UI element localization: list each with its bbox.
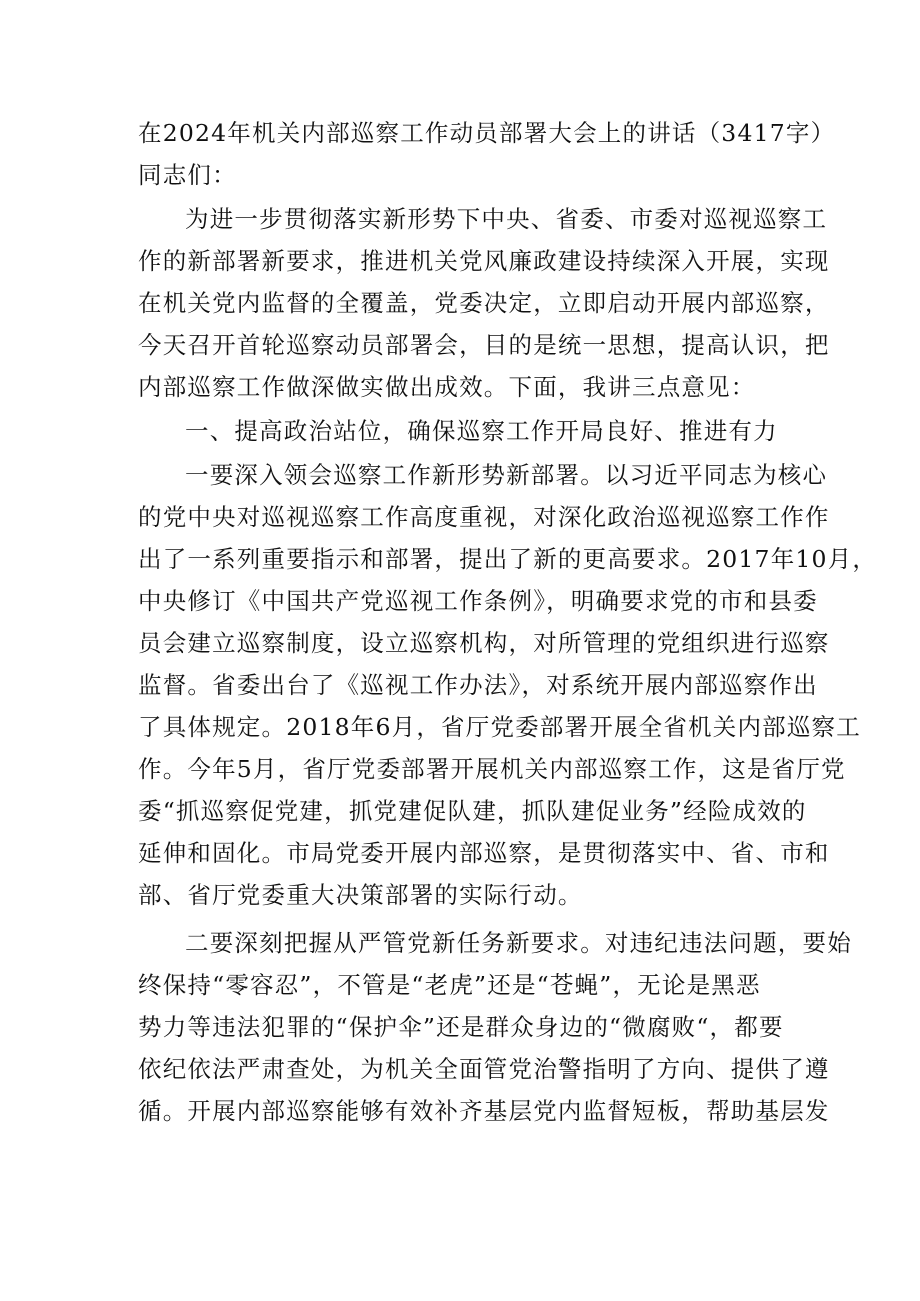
paragraph-line: 为进一步贯彻落实新形势下中央、省委、市委对巡视巡察工 xyxy=(185,205,828,233)
paragraph-line: 的党中央对巡视巡察工作高度重视，对深化政治巡视巡察工作作 xyxy=(138,503,830,531)
paragraph-line: 循。开展内部巡察能够有效补齐基层党内监督短板，帮助基层发 xyxy=(138,1097,830,1125)
paragraph-line: 作的新部署新要求，推进机关党风廉政建设持续深入开展，实现 xyxy=(138,247,830,275)
paragraph-line: 在机关党内监督的全覆盖，党委决定，立即启动开展内部巡察， xyxy=(138,289,830,317)
paragraph-line: 势力等违法犯罪的“保护伞”还是群众身边的“微腐败“，都要 xyxy=(138,1013,784,1041)
paragraph-line: 了具体规定。2018年6月，省厅党委部署开展全省机关内部巡察工 xyxy=(138,713,861,741)
paragraph-line: 监督。省委出台了《巡视工作办法》，对系统开展内部巡察作出 xyxy=(138,671,818,699)
paragraph-line: 今天召开首轮巡察动员部署会，目的是统一思想，提高认识，把 xyxy=(138,331,830,359)
paragraph-line: 延伸和固化。市局党委开展内部巡察，是贯彻落实中、省、市和 xyxy=(138,839,830,867)
paragraph-line: 一要深入领会巡察工作新形势新部署。以习近平同志为核心 xyxy=(185,461,828,489)
document-title: 在2024年机关内部巡察工作动员部署大会上的讲话（3417字） xyxy=(138,119,836,147)
paragraph-line: 出了一系列重要指示和部署，提出了新的更高要求。2017年10月， xyxy=(138,545,878,573)
paragraph-line: 中央修订《中国共产党巡视工作条例》，明确要求党的市和县委 xyxy=(138,587,818,615)
paragraph-point-2 xyxy=(138,922,852,1132)
paragraph-line: 部、省厅党委重大决策部署的实际行动。 xyxy=(138,881,583,909)
section-heading: 一、提高政治站位，确保巡察工作开局良好、推进有力 xyxy=(185,417,778,445)
paragraph-line: 委“抓巡察促党建，抓党建促队建，抓队建促业务”经险成效的 xyxy=(138,797,807,825)
paragraph-line: 二要深刻把握从严管党新任务新要求。对违纪违法问题，要始 xyxy=(185,929,852,957)
paragraph-intro xyxy=(138,198,830,408)
paragraph-line: 作。今年5月，省厅党委部署开展机关内部巡察工作，这是省厅党 xyxy=(138,755,846,783)
salutation: 同志们： xyxy=(138,161,237,189)
paragraph-line: 员会建立巡察制度，设立巡察机构，对所管理的党组织进行巡察 xyxy=(138,629,830,657)
document-body xyxy=(138,112,878,1132)
section-heading-1 xyxy=(138,410,798,452)
paragraph-line: 依纪依法严肃查处，为机关全面管党治警指明了方向、提供了遵 xyxy=(138,1055,830,1083)
paragraph-point-1 xyxy=(138,454,878,916)
paragraph-line: 终保持“零容忍”，不管是“老虎”还是“苍蝇”，无论是黑恶 xyxy=(138,971,761,999)
paragraph-line: 内部巡察工作做深做实做出成效。下面，我讲三点意见： xyxy=(138,373,756,401)
